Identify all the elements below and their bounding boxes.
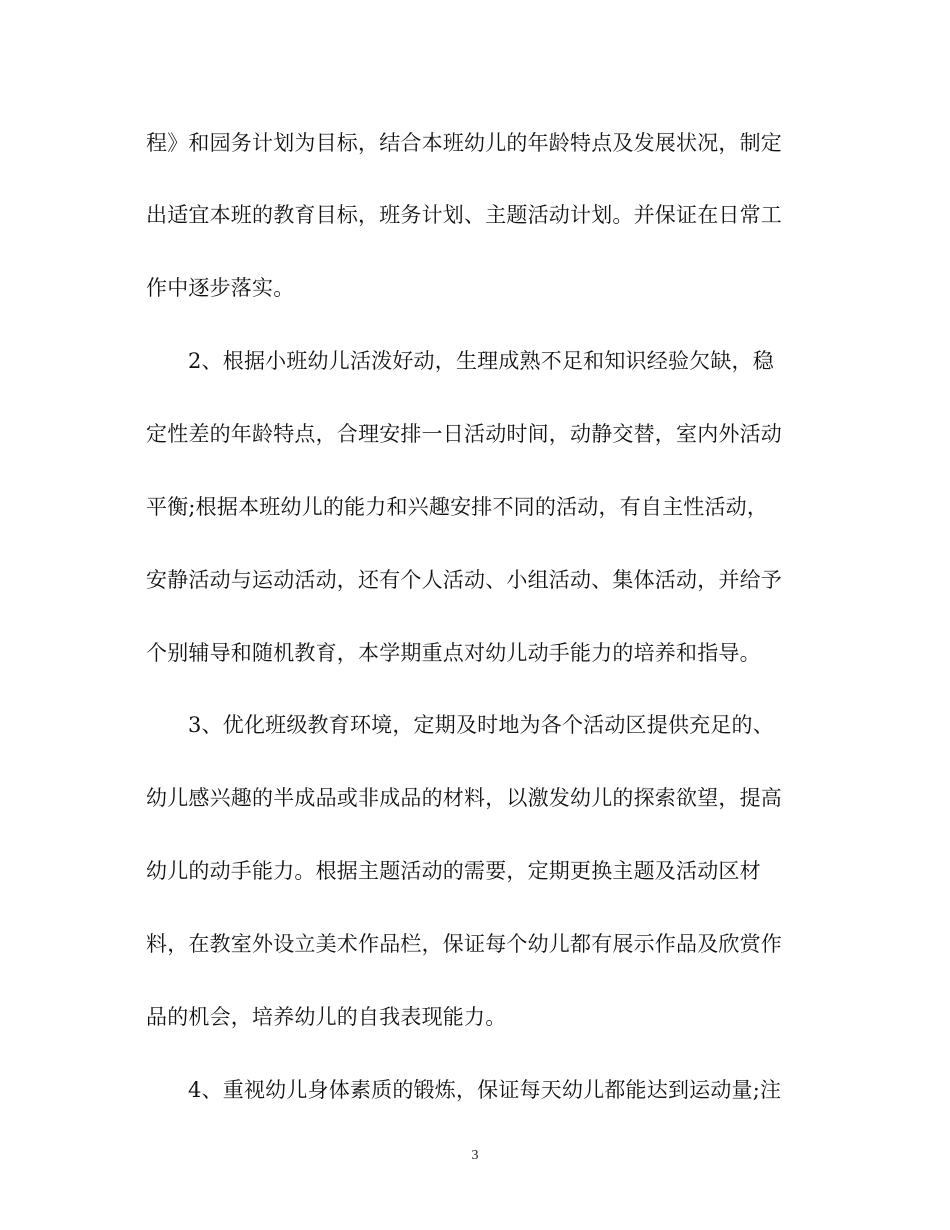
text-line: 品的机会，培养幼儿的自我表现能力。 bbox=[146, 1005, 507, 1029]
paragraph-4-first-line: 4、重视幼儿身体素质的锻炼，保证每天幼儿都能达到运动量;注 bbox=[188, 1078, 782, 1102]
paragraph-2-first-line: 2、根据小班幼儿活泼好动，生理成熟不足和知识经验欠缺，稳 bbox=[188, 349, 774, 373]
text-line: 料，在教室外设立美术作品栏，保证每个幼儿都有展示作品及欣赏作 bbox=[146, 932, 782, 956]
text-line: 个别辅导和随机教育，本学期重点对幼儿动手能力的培养和指导。 bbox=[146, 641, 761, 665]
text-line: 程》和园务计划为目标，结合本班幼儿的年龄特点及发展状况，制定 bbox=[146, 131, 782, 155]
text-line: 幼儿感兴趣的半成品或非成品的材料，以激发幼儿的探索欲望，提高 bbox=[146, 786, 782, 810]
paragraph-3-first-line: 3、优化班级教育环境，定期及时地为各个活动区提供充足的、 bbox=[188, 713, 774, 737]
text-line: 出适宜本班的教育目标，班务计划、主题活动计划。并保证在日常工 bbox=[146, 203, 782, 227]
page-number: 3 bbox=[471, 1148, 479, 1163]
text-line: 定性差的年龄特点，合理安排一日活动时间，动静交替，室内外活动 bbox=[146, 422, 782, 446]
text-line: 安静活动与运动活动，还有个人活动、小组活动、集体活动，并给予 bbox=[146, 568, 782, 592]
text-line: 幼儿的动手能力。根据主题活动的需要，定期更换主题及活动区材 bbox=[146, 859, 761, 883]
text-line: 平衡;根据本班幼儿的能力和兴趣安排不同的活动，有自主性活动， bbox=[146, 495, 769, 519]
text-line: 作中逐步落实。 bbox=[146, 276, 295, 300]
